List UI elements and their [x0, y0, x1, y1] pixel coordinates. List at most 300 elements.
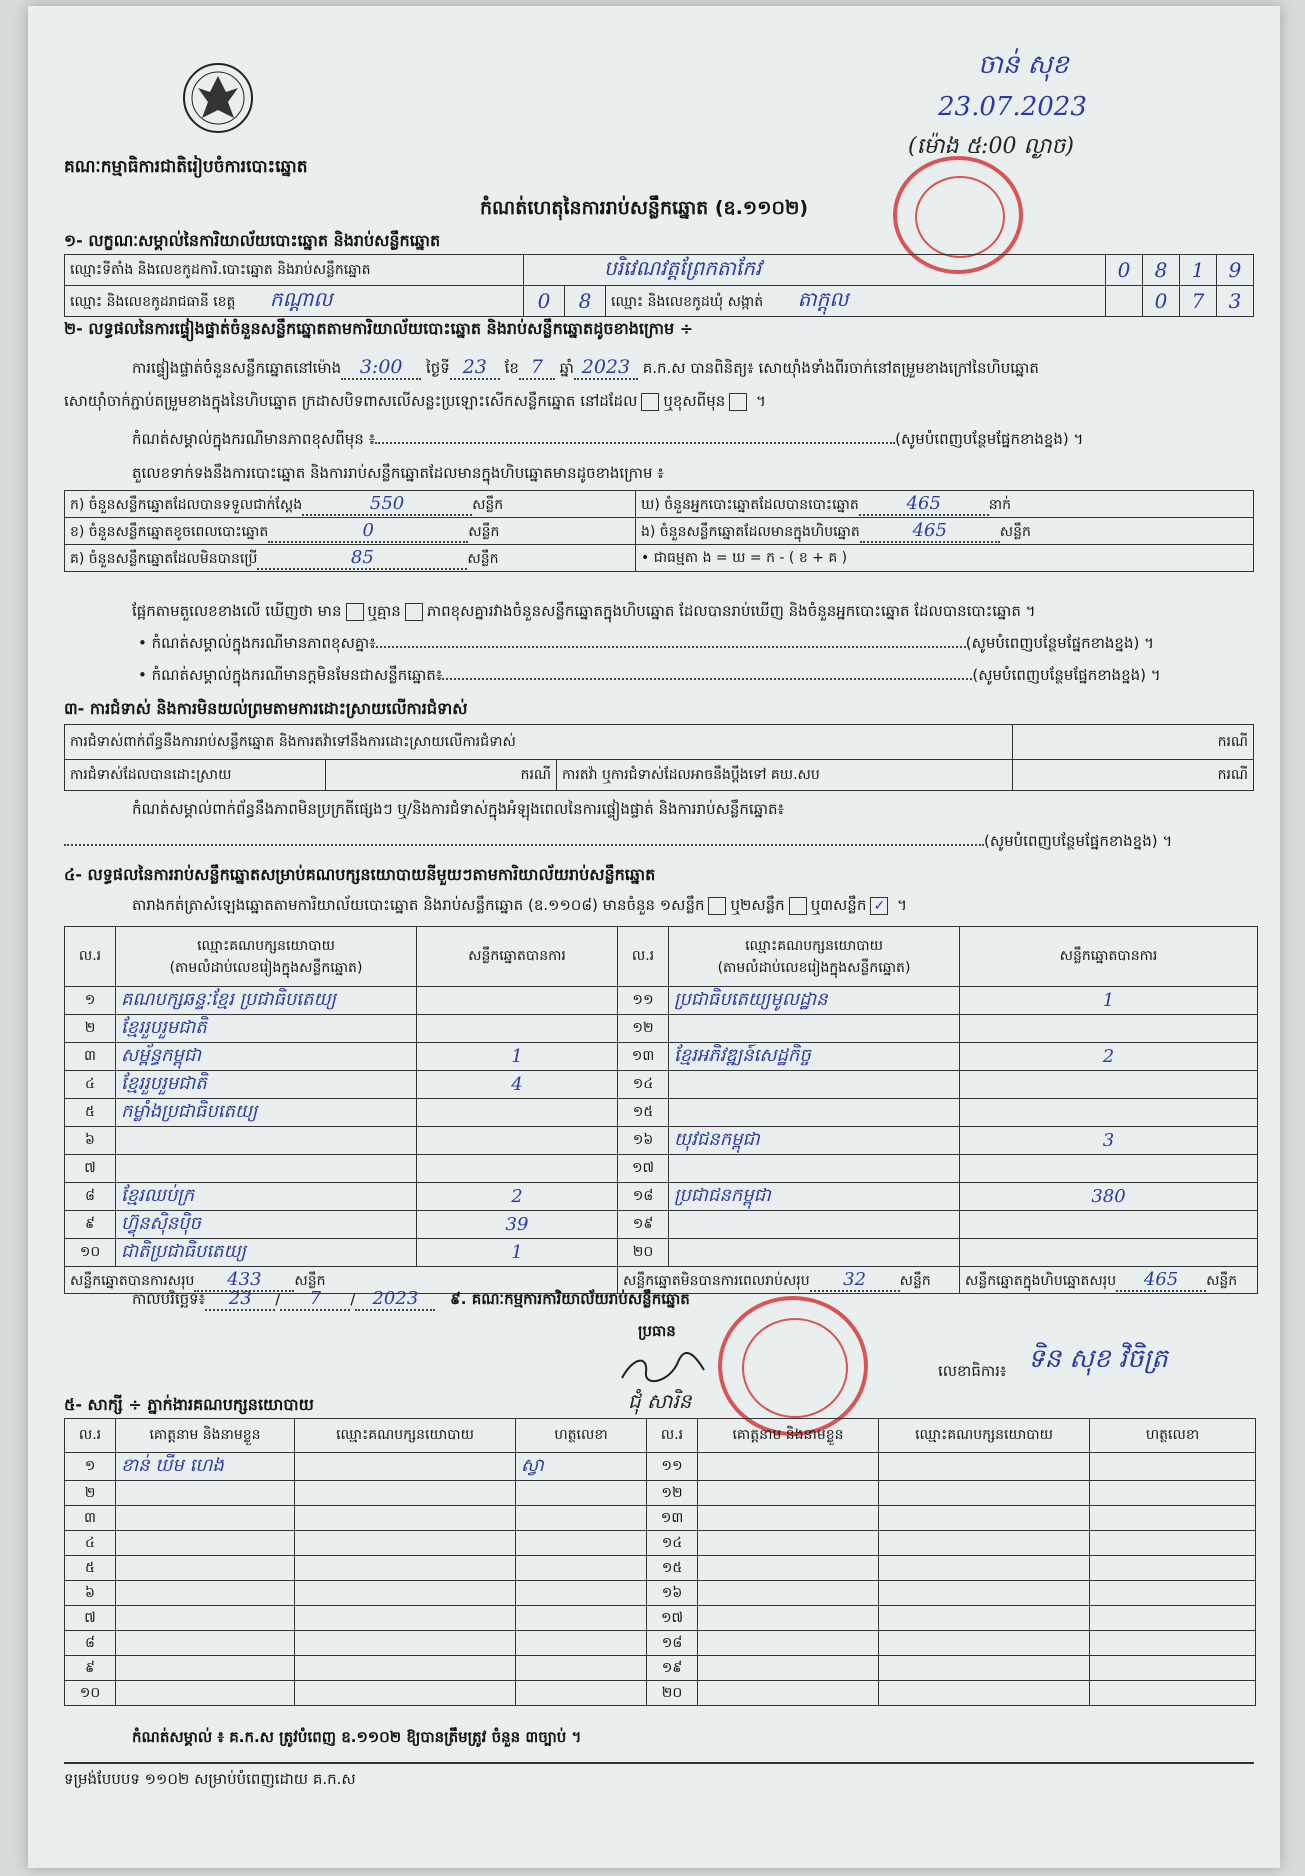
witness-name: [116, 1581, 295, 1606]
date-line: កាលបរិច្ឆេទ៖ 23 / 7 / 2023 ៩. គណៈកម្មការការិយាល័យរាប់សន្លឹកឆ្នោត: [132, 1288, 690, 1309]
date-label: កាលបរិច្ឆេទ៖: [132, 1290, 206, 1308]
count-b-unit: សន្លឹក: [468, 523, 500, 540]
result-party: សម្ព័ន្ធកម្ពុជា: [116, 1043, 417, 1071]
date-day: 23: [205, 1288, 275, 1311]
witness-name: [116, 1531, 295, 1556]
results-row: [65, 1043, 1258, 1071]
verification-text-d: ឆ្នាំ: [559, 359, 574, 377]
result-no-right: ២០: [618, 1239, 669, 1267]
top-handwritten-time: (ម៉ោង ៥:00 ល្ងាច): [908, 134, 1074, 159]
witness-party-right[interactable]: [879, 1606, 1090, 1631]
witness-no-right: ១១: [647, 1453, 698, 1481]
count-e-unit: សន្លឹក: [999, 523, 1031, 540]
witness-name-right[interactable]: [698, 1681, 879, 1706]
witness-row: [65, 1506, 1256, 1531]
results-row: [65, 1155, 1258, 1183]
witness-row: [65, 1631, 1256, 1656]
check-mark-icon: ✓: [873, 897, 886, 914]
chair-signature-scribble: [618, 1352, 708, 1386]
result-party: [116, 1127, 417, 1155]
irregularity-note: កំណត់សម្គាល់ពាក់ព័ន្ធនឹងភាពមិនប្រក្រតីផ្សេងៗ ឬ/និងការជំទាស់ក្នុងអំឡុងពេលនៃការផ្ទៀងផ្ទាត់ និងការរាប់សន្លឹកឆ្នោត៖: [132, 800, 785, 818]
result-party-right: យុវជនកម្ពុជា: [669, 1127, 960, 1155]
witness-party-right[interactable]: [879, 1481, 1090, 1506]
difference-note-line: [132, 430, 1083, 452]
discrepancy-text-b: ឬគ្មាន: [367, 602, 401, 620]
witness-party-right[interactable]: [879, 1681, 1090, 1706]
has-difference-checkbox[interactable]: [346, 603, 364, 621]
results-col-votes-right: សន្លឹកឆ្នោតបានការ: [960, 927, 1258, 987]
witness-name: [116, 1606, 295, 1631]
witness-no-right: ១៩: [647, 1656, 698, 1681]
result-no: ៩: [65, 1211, 116, 1239]
difference-note-field[interactable]: [375, 442, 895, 444]
witness-signature-right[interactable]: [1090, 1656, 1256, 1681]
witness-signature: [516, 1606, 647, 1631]
witness-name-right[interactable]: [698, 1453, 879, 1481]
location-value: បរិវេណវត្តព្រែកតាកែវ: [524, 255, 1106, 286]
irregularity-fill: (សូមបំពេញបន្ថែមផ្នែកខាងខ្នង) ។: [984, 832, 1173, 850]
count-b-value: 0: [268, 520, 468, 543]
discrepancy-text-c: ភាពខុសគ្នារវាងចំនួនសន្លឹកឆ្នោតក្នុងហិបឆ្នោត ដែលបានរាប់ឃើញ និងចំនួនអ្នកបោះឆ្នោត ដែលបានបោះឆ្នោត ។: [426, 602, 1036, 620]
witness-party: [295, 1656, 516, 1681]
section1-heading: ១- លក្ខណៈសម្គាល់នៃការិយាល័យបោះឆ្នោត និងរាប់សន្លឹកឆ្នោត: [64, 231, 441, 250]
verification-text-a: ការផ្ទៀងផ្ទាត់ចំនួនសន្លឹកឆ្នោតនៅម៉ោង: [132, 359, 342, 377]
result-no-right: ១៧: [618, 1155, 669, 1183]
results-col-party-sub: (តាមលំដាប់លេខរៀងក្នុងសន្លឹកឆ្នោត): [169, 959, 363, 976]
figures-intro: តួលេខទាក់ទងនឹងការបោះឆ្នោត និងការរាប់សន្លឹកឆ្នោតដែលមានក្នុងហិបឆ្នោតមានដូចខាងក្រោម ៖: [132, 464, 664, 482]
result-party: ហ៊្វុនស៊ិនប៉ិច: [116, 1211, 417, 1239]
result-votes-right: [960, 1099, 1258, 1127]
top-handwritten-note: ចាន់ សុខ: [978, 50, 1069, 80]
count-d-label: ឃ) ចំនួនអ្នកបោះឆ្នោតដែលបានបោះឆ្នោត: [641, 496, 859, 513]
bullet-note-1-fill: (សូមបំពេញបន្ថែមផ្នែកខាងខ្នង) ។: [965, 634, 1154, 652]
result-no-right: ១៩: [618, 1211, 669, 1239]
section2-heading: ២- លទ្ធផលនៃការផ្ទៀងផ្ទាត់ចំនួនសន្លឹកឆ្នោតតាមការិយាល័យបោះឆ្នោត និងរាប់សន្លឹកឆ្នោតដូចខាងក្រោម ÷: [64, 319, 694, 338]
committee-label: ៩. គណៈកម្មការការិយាល័យរាប់សន្លឹកឆ្នោត: [450, 1290, 690, 1308]
nec-emblem-icon: [178, 62, 258, 136]
sheet2-checkbox[interactable]: [789, 897, 807, 915]
commune-code-3: 3: [1217, 286, 1254, 317]
witness-name: [116, 1656, 295, 1681]
witness-name-right[interactable]: [698, 1656, 879, 1681]
witness-no: ១០: [65, 1681, 116, 1706]
commune-code-1: 0: [1143, 286, 1180, 317]
total-invalid-value: 32: [810, 1269, 900, 1292]
irregularity-field[interactable]: [64, 844, 984, 846]
witness-signature-right[interactable]: [1090, 1481, 1256, 1506]
total-invalid-label: សន្លឹកឆ្នោតមិនបានការពេលរាប់សរុប: [623, 1272, 810, 1289]
witness-col-party: ឈ្មោះគណបក្សនយោបាយ: [295, 1419, 516, 1453]
witness-no-right: ១២: [647, 1481, 698, 1506]
witness-name-right[interactable]: [698, 1531, 879, 1556]
result-party-right: ប្រជាធិបតេយ្យមូលដ្ឋាន: [669, 987, 960, 1015]
witness-signature: ស្វា: [516, 1453, 647, 1481]
witness-col-name-right: គោត្តនាម និងនាមខ្លួន: [698, 1419, 879, 1453]
witness-signature-right[interactable]: [1090, 1453, 1256, 1481]
witness-signature-right[interactable]: [1090, 1506, 1256, 1531]
witness-party: [295, 1506, 516, 1531]
witness-no-right: ១៨: [647, 1631, 698, 1656]
results-col-party-right-sub: (តាមលំដាប់លេខរៀងក្នុងសន្លឹកឆ្នោត): [717, 959, 911, 976]
date-year: 2023: [355, 1288, 435, 1311]
results-col-party-text: ឈ្មោះគណបក្សនយោបាយ: [197, 937, 335, 954]
count-d: [636, 491, 1254, 518]
objections-appeal-case: ករណី: [1013, 760, 1254, 791]
discrepancy-line: [132, 602, 1036, 624]
result-party-right: ខ្មែរអភិវឌ្ឍន៍សេដ្ឋកិច្ច: [669, 1043, 960, 1071]
results-row: [65, 1211, 1258, 1239]
witness-row: [65, 1606, 1256, 1631]
section5-heading: ៥- សាក្សី ÷ ភ្នាក់ងារគណបក្សនយោបាយ: [64, 1395, 314, 1414]
witness-name: [116, 1481, 295, 1506]
section4-heading: ៤- លទ្ធផលនៃការរាប់សន្លឹកឆ្នោតសម្រាប់គណបក្សនយោបាយនីមួយៗតាមការិយាល័យរាប់សន្លឹកឆ្នោត: [64, 865, 656, 884]
counts-table: [64, 490, 1254, 572]
witness-signature-right[interactable]: [1090, 1606, 1256, 1631]
witness-row: [65, 1453, 1256, 1481]
province-label: [65, 286, 524, 317]
total-valid-unit: សន្លឹក: [294, 1272, 326, 1289]
count-c-value: 85: [257, 547, 467, 570]
bullet-note-2-fill: (សូមបំពេញបន្ថែមផ្នែកខាងខ្នង) ។: [972, 666, 1161, 684]
witness-row: [65, 1656, 1256, 1681]
bullet-note-2-label: • កំណត់សម្គាល់ក្នុងករណីមានក្ដមិនមែនជាសន្លឹកឆ្នោត៖: [138, 666, 443, 684]
witness-col-name: គោត្តនាម និងនាមខ្លួន: [116, 1419, 295, 1453]
witness-signature: [516, 1531, 647, 1556]
results-row: [65, 1183, 1258, 1211]
result-no: ៣: [65, 1043, 116, 1071]
witness-signature-right[interactable]: [1090, 1681, 1256, 1706]
result-party-right: [669, 1071, 960, 1099]
witness-row: [65, 1481, 1256, 1506]
result-votes-right: 1: [960, 987, 1258, 1015]
witness-no-right: ១៣: [647, 1506, 698, 1531]
tally-sheets-text: តារាងកត់ត្រាសំឡេងឆ្នោតតាមការិយាល័យបោះឆ្នោត និងរាប់សន្លឹកឆ្នោត (ឧ.១១០៨) មានចំនួន ១សន្លឹក: [132, 896, 705, 914]
result-no-right: ១៥: [618, 1099, 669, 1127]
count-formula: • ជាធម្មតា ង = ឃ = ក - ( ខ + គ ): [636, 545, 1254, 572]
witness-name-right[interactable]: [698, 1631, 879, 1656]
result-no: ៧: [65, 1155, 116, 1183]
result-votes-right: 380: [960, 1183, 1258, 1211]
witness-no-right: ២០: [647, 1681, 698, 1706]
witness-party: [295, 1606, 516, 1631]
witness-name-right[interactable]: [698, 1581, 879, 1606]
tally-opt3: ឬ៣សន្លឹក: [810, 896, 867, 914]
objections-row1-label: ការជំទាស់ពាក់ព័ន្ធនឹងការរាប់សន្លឹកឆ្នោត និងការតវ៉ាទៅនឹងការដោះស្រាយលើការជំទាស់: [65, 725, 1013, 760]
witness-col-no: ល.រ: [65, 1419, 116, 1453]
witness-name: [116, 1506, 295, 1531]
verification-text-b: ថ្ងៃទី: [425, 359, 450, 377]
witness-signature-right[interactable]: [1090, 1631, 1256, 1656]
result-party-right: [669, 1015, 960, 1043]
result-no-right: ១៨: [618, 1183, 669, 1211]
witness-party: [295, 1453, 516, 1481]
section1-table: [64, 254, 1254, 317]
verification-year: 2023: [574, 356, 638, 380]
footer-form-id: ទម្រង់បែបបទ ១១០២ សម្រាប់បំពេញដោយ គ.ក.ស: [64, 1770, 356, 1788]
witness-col-no-right: ល.រ: [647, 1419, 698, 1453]
witness-name-right[interactable]: [698, 1481, 879, 1506]
count-b: [65, 518, 636, 545]
witness-signature: [516, 1506, 647, 1531]
total-valid-value: 433: [194, 1269, 294, 1292]
witness-no: ៩: [65, 1656, 116, 1681]
count-e: [636, 518, 1254, 545]
result-party: [116, 1155, 417, 1183]
witness-no: ៦: [65, 1581, 116, 1606]
count-d-unit: នាក់: [988, 496, 1011, 513]
difference-fill-note: (សូមបំពេញបន្ថែមផ្នែកខាងខ្នង) ។: [895, 430, 1084, 448]
result-party: កម្លាំងប្រជាធិបតេយ្យ: [116, 1099, 417, 1127]
result-no: ៤: [65, 1071, 116, 1099]
objections-resolved-case: ករណី: [326, 760, 557, 791]
witness-col-party-right: ឈ្មោះគណបក្សនយោបាយ: [879, 1419, 1090, 1453]
result-votes: [417, 1099, 618, 1127]
secretary-label: លេខាធិការ៖: [938, 1362, 1007, 1380]
commune-code-pad: [1106, 286, 1143, 317]
witness-row: [65, 1681, 1256, 1706]
top-handwritten-date: 23.07.2023: [938, 92, 1087, 122]
result-party-right: [669, 1211, 960, 1239]
org-name: គណៈកម្មាធិការជាតិរៀបចំការបោះឆ្នោត: [64, 157, 308, 177]
count-c-label: គ) ចំនួនសន្លឹកឆ្នោតដែលមិនបានប្រើ: [70, 550, 258, 567]
witness-no: ២: [65, 1481, 116, 1506]
result-votes: 39: [417, 1211, 618, 1239]
witness-no: ៧: [65, 1606, 116, 1631]
sheet3-checkbox[interactable]: [870, 897, 888, 915]
count-a-unit: សន្លឹក: [472, 496, 504, 513]
witness-col-sig: ហត្ថលេខា: [516, 1419, 647, 1453]
result-party-right: [669, 1239, 960, 1267]
witness-no-right: ១៤: [647, 1531, 698, 1556]
no-difference-checkbox[interactable]: [405, 603, 423, 621]
result-votes: 1: [417, 1043, 618, 1071]
witness-signature: [516, 1656, 647, 1681]
seal-line-text-b: ឬខុសពីមុន: [663, 392, 726, 410]
location-code-4: 9: [1217, 255, 1254, 286]
count-a-label: ក) ចំនួនសន្លឹកឆ្នោតដែលបានទទួលជាក់ស្ដែង: [70, 496, 303, 513]
result-no: ១: [65, 987, 116, 1015]
commune-value: តាក្ដុល: [797, 287, 849, 311]
seal-line-text: សោយ៉ាំចាក់ភ្ជាប់តម្រួមខាងក្នុងនៃហិបឆ្នោត ក្រដាសបិទពាសលើសន្លះប្រឡោះសើកសន្លឹកឆ្នោត នៅដដែល: [64, 392, 638, 410]
verification-text-c: ខែ: [504, 359, 519, 377]
footer-note: កំណត់សម្គាល់ ៖ គ.ក.ស ត្រូវបំពេញ ឧ.១១០២ ឱ្យបានត្រឹមត្រូវ ចំនួន ៣ច្បាប់ ។: [132, 1728, 582, 1746]
bullet-note-1-label: • កំណត់សម្គាល់ក្នុងករណីមានភាពខុសគ្នា៖: [138, 634, 376, 652]
bullet-note-2: [138, 666, 1161, 688]
count-c: [65, 545, 636, 572]
commune-label-text: ឈ្មោះ និងលេខកូដឃុំ សង្កាត់: [611, 294, 764, 310]
witness-party-right[interactable]: [879, 1531, 1090, 1556]
footer-divider: [64, 1762, 1254, 1764]
results-row: [65, 1099, 1258, 1127]
objections-table: [64, 724, 1254, 791]
count-d-value: 465: [859, 493, 989, 516]
results-col-no-right: ល.រ: [618, 927, 669, 987]
count-b-label: ខ) ចំនួនសន្លឹកឆ្នោតខូចពេលបោះឆ្នោត: [70, 523, 269, 540]
result-party: គណបក្សឆន្ទៈខ្មែរ ប្រជាធិបតេយ្យ: [116, 987, 417, 1015]
results-row: [65, 1071, 1258, 1099]
count-e-value: 465: [860, 520, 1000, 543]
bullet-note-2-field[interactable]: [442, 678, 972, 680]
objections-appeal-label: ការតវ៉ា ឬការជំទាស់ដែលអាចនឹងប្ដឹងទៅ គឃ.សប: [557, 760, 1013, 791]
witness-no: ៥: [65, 1556, 116, 1581]
witness-name: [116, 1556, 295, 1581]
witness-party: [295, 1581, 516, 1606]
witness-signature-right[interactable]: [1090, 1531, 1256, 1556]
same-checkbox[interactable]: [641, 393, 659, 411]
count-a-value: 550: [302, 493, 472, 516]
tally-opt2: ឬ២សន្លឹក: [730, 896, 785, 914]
seal-line: សោយ៉ាំចាក់ភ្ជាប់តម្រួមខាងក្នុងនៃហិបឆ្នោត ក្រដាសបិទពាសលើសន្លះប្រឡោះសើកសន្លឹកឆ្នោត នៅដដែល ឬខុសពីមុន ។: [64, 392, 766, 410]
result-votes: 2: [417, 1183, 618, 1211]
result-no-right: ១៤: [618, 1071, 669, 1099]
location-label: ឈ្មោះទីតាំង និងលេខកូដការិ.បោះឆ្នោត និងរាប់សន្លឹកឆ្នោត: [65, 255, 524, 286]
results-table: [64, 926, 1258, 1294]
results-row: [65, 1127, 1258, 1155]
objections-resolved-label: ការជំទាស់ដែលបានដោះស្រាយ: [65, 760, 326, 791]
result-party-right: ប្រជាជនកម្ពុជា: [669, 1183, 960, 1211]
bullet-note-1-field[interactable]: [376, 646, 966, 648]
sheet1-checkbox[interactable]: [708, 897, 726, 915]
witness-no: ៤: [65, 1531, 116, 1556]
province-code-2: 8: [565, 286, 606, 317]
chair-name: ជុំ សារិន: [628, 1389, 692, 1413]
location-code-2: 8: [1143, 255, 1180, 286]
result-no: ៥: [65, 1099, 116, 1127]
witness-name-right[interactable]: [698, 1606, 879, 1631]
form-page: [28, 6, 1280, 1868]
count-c-unit: សន្លឹក: [467, 550, 499, 567]
witness-signature: [516, 1581, 647, 1606]
result-votes-right: 2: [960, 1043, 1258, 1071]
witness-party: [295, 1556, 516, 1581]
verification-month: 7: [519, 356, 555, 380]
witness-no: ១: [65, 1453, 116, 1481]
total-valid-label: សន្លឹកឆ្នោតបានការសរុប: [70, 1272, 195, 1289]
witness-no-right: ១៦: [647, 1581, 698, 1606]
result-no-right: ១២: [618, 1015, 669, 1043]
date-month: 7: [280, 1288, 350, 1311]
witness-party-right[interactable]: [879, 1581, 1090, 1606]
result-votes-right: [960, 1239, 1258, 1267]
province-code-1: 0: [524, 286, 565, 317]
total-box-unit: សន្លឹក: [1206, 1272, 1238, 1289]
total-box-value: 465: [1116, 1269, 1206, 1292]
results-row: [65, 987, 1258, 1015]
witness-signature: [516, 1556, 647, 1581]
results-col-party: [116, 927, 417, 987]
verification-line: [132, 356, 1039, 381]
witness-no: ៨: [65, 1631, 116, 1656]
commune-code-2: 7: [1180, 286, 1217, 317]
result-no-right: ១១: [618, 987, 669, 1015]
witness-party-right[interactable]: [879, 1453, 1090, 1481]
witness-party: [295, 1481, 516, 1506]
results-col-votes: សន្លឹកឆ្នោតបានការ: [417, 927, 618, 987]
result-party-right: [669, 1099, 960, 1127]
witness-signature: [516, 1681, 647, 1706]
witness-signature: [516, 1481, 647, 1506]
result-party: ខ្មែររួបរួមជាតិ: [116, 1015, 417, 1043]
result-no: ៨: [65, 1183, 116, 1211]
result-no: ២: [65, 1015, 116, 1043]
total-box-label: សន្លឹកឆ្នោតក្នុងហិបឆ្នោតសរុប: [965, 1272, 1117, 1289]
different-checkbox[interactable]: [729, 393, 747, 411]
location-code-1: 0: [1106, 255, 1143, 286]
witness-no-right: ១៥: [647, 1556, 698, 1581]
result-votes: [417, 987, 618, 1015]
witness-name: [116, 1631, 295, 1656]
difference-note-label: កំណត់សម្គាល់ក្នុងករណីមានភាពខុសពីមុន ៖: [132, 430, 376, 448]
results-row: [65, 1015, 1258, 1043]
result-no: ៦: [65, 1127, 116, 1155]
commune-label: [606, 286, 1106, 317]
result-no-right: ១៦: [618, 1127, 669, 1155]
province-value: កណ្ដាល: [269, 287, 333, 311]
result-no-right: ១៣: [618, 1043, 669, 1071]
secretary-signature: ទិន សុខ វិចិត្រ: [1028, 1344, 1168, 1374]
result-party-right: [669, 1155, 960, 1183]
objections-row1-case: ករណី: [1013, 725, 1254, 760]
location-code-3: 1: [1180, 255, 1217, 286]
discrepancy-text: ផ្អែកតាមតួលេខខាងលើ ឃើញថា មាន: [132, 602, 342, 620]
result-party: ជាតិប្រជាធិបតេយ្យ: [116, 1239, 417, 1267]
witness-row: [65, 1581, 1256, 1606]
witness-party-right[interactable]: [879, 1556, 1090, 1581]
section3-heading: ៣- ការជំទាស់ និងការមិនយល់ព្រមតាមការដោះស្រាយលើការជំទាស់: [64, 699, 468, 718]
tally-sheets-line: តារាងកត់ត្រាសំឡេងឆ្នោតតាមការិយាល័យបោះឆ្នោត និងរាប់សន្លឹកឆ្នោត (ឧ.១១០៨) មានចំនួន ១សន្លឹក ឬ២សន្លឹក ឬ៣សន្លឹក ✓ ។: [132, 896, 908, 914]
witness-table: [64, 1418, 1256, 1706]
results-col-party-right: [669, 927, 960, 987]
witness-name-right[interactable]: [698, 1506, 879, 1531]
witness-party: [295, 1631, 516, 1656]
form-title: កំណត់ហេតុនៃការរាប់សន្លឹកឆ្នោត (ឧ.១១០២): [480, 197, 809, 219]
witness-col-sig-right: ហត្ថលេខា: [1090, 1419, 1256, 1453]
witness-no: ៣: [65, 1506, 116, 1531]
count-e-label: ង) ចំនួនសន្លឹកឆ្នោតដែលមានក្នុងហិបឆ្នោត: [641, 523, 860, 540]
chair-signature: [618, 1352, 708, 1392]
result-party: ខ្មែរឈប់ក្រ: [116, 1183, 417, 1211]
witness-party: [295, 1681, 516, 1706]
witness-party-right[interactable]: [879, 1656, 1090, 1681]
total-box-cell: [960, 1267, 1258, 1294]
verification-text-e: គ.ក.ស បានពិនិត្យ៖ សោយ៉ាំងទាំងពីរចាក់នៅតម្រួមខាងក្រៅនៃហិបឆ្នោត: [642, 359, 1039, 377]
result-votes-right: 3: [960, 1127, 1258, 1155]
witness-row: [65, 1531, 1256, 1556]
verification-time: 3:00: [341, 356, 421, 380]
result-votes-right: [960, 1155, 1258, 1183]
witness-signature-right[interactable]: [1090, 1556, 1256, 1581]
result-votes-right: [960, 1211, 1258, 1239]
witness-name: [116, 1681, 295, 1706]
witness-row: [65, 1556, 1256, 1581]
result-no: ១០: [65, 1239, 116, 1267]
bullet-note-1: [138, 634, 1154, 656]
witness-party: [295, 1531, 516, 1556]
witness-party-right[interactable]: [879, 1631, 1090, 1656]
result-votes: [417, 1127, 618, 1155]
results-col-no: ល.រ: [65, 927, 116, 987]
result-votes-right: [960, 1015, 1258, 1043]
witness-party-right[interactable]: [879, 1506, 1090, 1531]
results-col-party-right-text: ឈ្មោះគណបក្សនយោបាយ: [745, 937, 883, 954]
chair-label: ប្រធាន: [638, 1322, 676, 1340]
witness-signature-right[interactable]: [1090, 1581, 1256, 1606]
witness-name-right[interactable]: [698, 1556, 879, 1581]
count-a: [65, 491, 636, 518]
witness-no-right: ១៧: [647, 1606, 698, 1631]
result-votes: [417, 1155, 618, 1183]
witness-signature: [516, 1631, 647, 1656]
